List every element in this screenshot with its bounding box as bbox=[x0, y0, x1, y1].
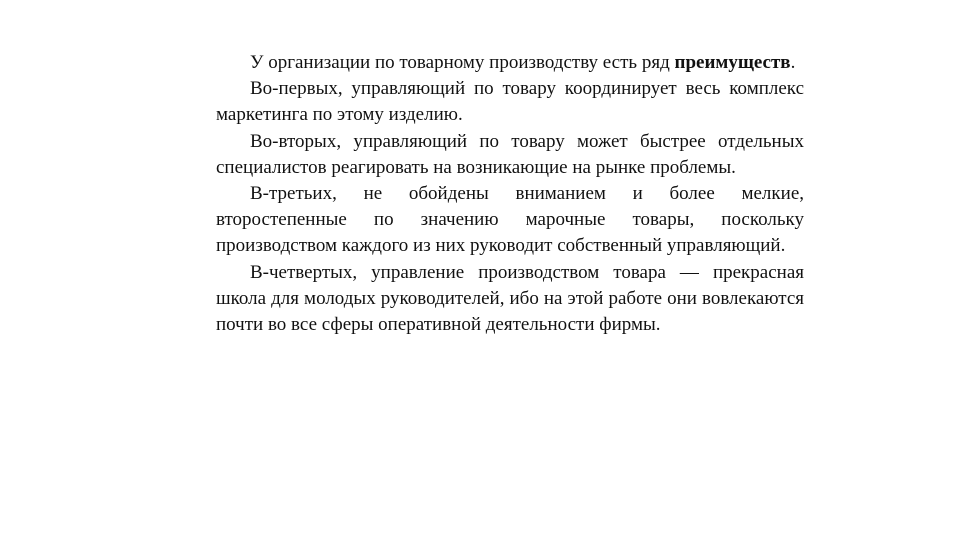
intro-text: У организации по товарному производству есть ряд bbox=[250, 52, 675, 73]
intro-tail: . bbox=[790, 52, 796, 73]
intro-paragraph bbox=[216, 50, 804, 76]
paragraph-second: Во-вторых, управляющий по товару может быстрее отдельных специалистов реагировать на возникающие на рынке проблемы. bbox=[216, 130, 804, 178]
paragraph-third: В-третьих, не обойдены вниманием и более мелкие, второстепенные по значению марочные товары, поскольку производством каждого из них руководит собственный управляющий. bbox=[216, 183, 804, 257]
paragraph-first: Во-первых, управляющий по товару координирует весь комплекс маркетинга по этому изделию. bbox=[216, 78, 804, 126]
paragraph-fourth: В-четвертых, управление производством товара — прекрасная школа для молодых руководителей, ибо на этой работе они вовлекаются почти во все сферы оперативной деятельности фирмы. bbox=[216, 261, 804, 336]
document-text bbox=[216, 50, 804, 338]
intro-bold-term: преимуществ bbox=[674, 52, 791, 73]
